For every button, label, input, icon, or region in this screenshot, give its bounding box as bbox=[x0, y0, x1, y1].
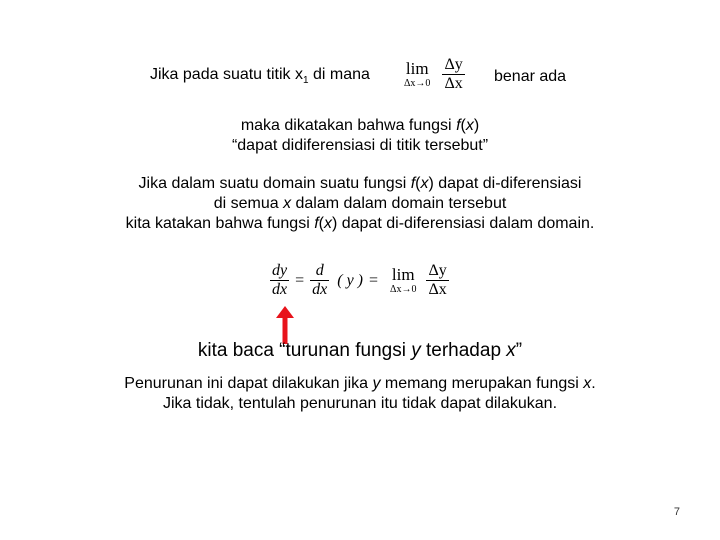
equals-sign-2: = bbox=[369, 271, 379, 289]
limit-expression bbox=[404, 56, 465, 93]
equals-sign-1: = bbox=[295, 271, 305, 289]
dy-dx-fraction bbox=[270, 262, 289, 299]
p3-l1-text: Penurunan ini dapat dilakukan jika bbox=[124, 375, 373, 392]
page-number: 7 bbox=[673, 506, 680, 518]
caption-end: ” bbox=[515, 340, 523, 361]
up-arrow-icon bbox=[276, 306, 294, 344]
p2-l1-rest: ) dapat di-diferensiasi bbox=[428, 175, 582, 192]
p3-l1-y: y bbox=[372, 375, 381, 392]
exists-text: benar ada bbox=[494, 68, 567, 85]
d-numerator: d bbox=[310, 262, 329, 281]
d-dx-denominator: dx bbox=[312, 281, 328, 298]
limit-operator bbox=[404, 60, 430, 89]
p3-l1-x: x bbox=[583, 375, 592, 392]
lim-subscript: Δx→0 bbox=[404, 78, 431, 89]
p3-l1-end: . bbox=[591, 375, 596, 392]
p1-paren-close: ) bbox=[473, 117, 480, 134]
p2-l2-text: di semua bbox=[213, 195, 284, 212]
lim-text: lim bbox=[405, 59, 429, 78]
d-dx-fraction bbox=[310, 262, 329, 299]
dx-denominator: dx bbox=[272, 281, 288, 298]
p1-quote: “dapat didiferensiasi di titik tersebut” bbox=[231, 137, 489, 154]
p3-l2: Jika tidak, tentulah penurunan itu tidak dapat dilakukan. bbox=[162, 395, 558, 412]
p2-l3-f: f bbox=[314, 215, 319, 232]
lim-subscript-2: Δx→0 bbox=[390, 284, 417, 295]
p1-f: f bbox=[456, 117, 461, 134]
paragraph-condition bbox=[0, 374, 720, 414]
p3-l1-mid: memang merupakan fungsi bbox=[380, 375, 584, 392]
derivative-expression bbox=[270, 262, 449, 299]
lim-text-2: lim bbox=[391, 265, 415, 284]
caption-text: kita baca “turunan fungsi bbox=[197, 340, 412, 361]
p2-l1-paren: ( bbox=[415, 175, 421, 192]
paragraph-differentiable-point bbox=[0, 116, 720, 156]
delta-x-denominator: Δx bbox=[428, 281, 447, 298]
intro-prefix: Jika pada suatu titik x bbox=[150, 66, 303, 83]
caption-y: y bbox=[411, 340, 421, 361]
limit-operator-2 bbox=[390, 266, 416, 295]
delta-y-numerator: Δy bbox=[428, 262, 447, 279]
paragraph-domain bbox=[0, 174, 720, 234]
p2-l3-rest: ) dapat di-diferensiasi dalam domain. bbox=[331, 215, 595, 232]
delta-fraction bbox=[426, 262, 448, 299]
intro-line bbox=[150, 66, 370, 86]
y-in-parens: ( y ) bbox=[337, 271, 364, 289]
p2-l1-text: Jika dalam suatu domain suatu fungsi bbox=[138, 175, 411, 192]
intro-suffix: di mana bbox=[308, 66, 370, 83]
caption-x: x bbox=[506, 340, 516, 361]
fraction-denominator: Δx bbox=[444, 75, 463, 92]
p2-l3-text: kita katakan bahwa fungsi bbox=[125, 215, 315, 232]
p1-paren-open: ( bbox=[460, 117, 466, 134]
p2-l3-paren: ( bbox=[318, 215, 324, 232]
p2-l3-x: x bbox=[323, 215, 332, 232]
reading-caption bbox=[0, 340, 720, 362]
limit-fraction bbox=[442, 56, 464, 93]
fraction-numerator: Δy bbox=[444, 56, 463, 73]
p2-l1-x: x bbox=[420, 175, 429, 192]
caption-mid: terhadap bbox=[420, 340, 507, 361]
dy-numerator: dy bbox=[272, 262, 288, 279]
p2-l2-x: x bbox=[283, 195, 292, 212]
p1-x: x bbox=[465, 117, 474, 134]
intro-subscript: 1 bbox=[302, 75, 309, 87]
p2-l2-rest: dalam dalam domain tersebut bbox=[291, 195, 507, 212]
p1-text: maka dikatakan bahwa fungsi bbox=[240, 117, 457, 134]
p2-l1-f: f bbox=[410, 175, 416, 192]
